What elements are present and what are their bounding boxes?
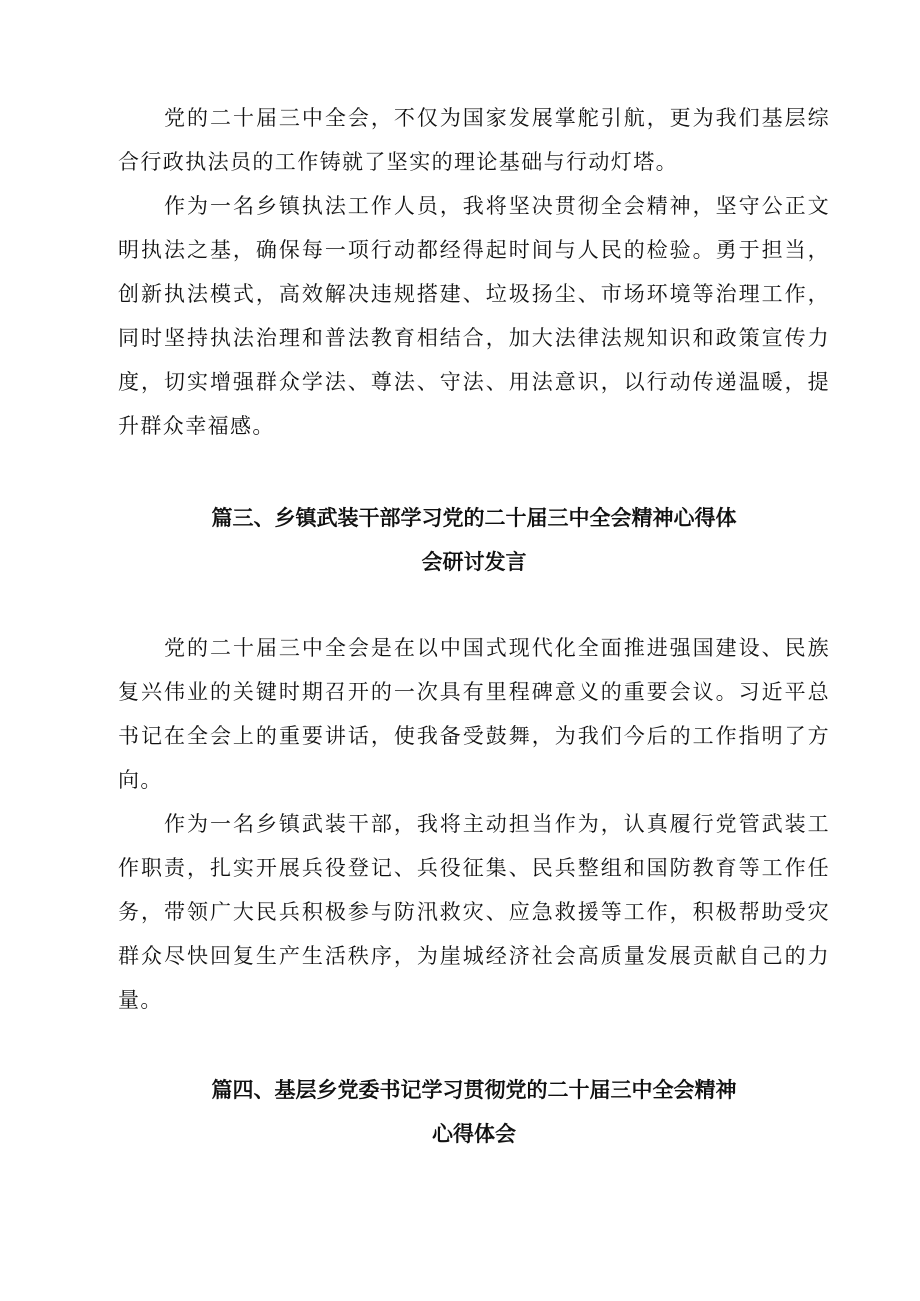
paragraph-section3-intro: 党的二十届三中全会是在以中国式现代化全面推进强国建设、民族复兴伟业的关键时期召开的一次具有里程碑意义的重要会议。习近平总书记在全会上的重要讲话，使我备受鼓舞，为我们今后的工作指明了方向。 — [118, 636, 830, 792]
section4-title-line1: 篇四、基层乡党委书记学习贯彻党的二十届三中全会精神 — [211, 1078, 737, 1102]
section3-title-line1: 篇三、乡镇武装干部学习党的二十届三中全会精神心得体 — [211, 506, 737, 530]
section4-title-line2: 心得体会 — [432, 1122, 516, 1146]
paragraph-section3-commitment: 作为一名乡镇武装干部，我将主动担当作为，认真履行党管武装工作职责，扎实开展兵役登记、兵役征集、民兵整组和国防教育等工作任务，带领广大民兵积极参与防汛救灾、应急救援等工作，积极帮助受灾群众尽快回复生产生活秩序，为崖城经济社会高质量发展贡献自己的力量。 — [118, 812, 830, 1012]
section3-title-line2: 会研讨发言 — [421, 550, 527, 574]
paragraph-section2-conclusion: 党的二十届三中全会，不仅为国家发展掌舵引航，更为我们基层综合行政执法员的工作铸就了坚实的理论基础与行动灯塔。 — [118, 106, 830, 174]
section4-title — [118, 1068, 830, 1156]
section3-title — [118, 496, 830, 584]
paragraph-section2-commitment: 作为一名乡镇执法工作人员，我将坚决贯彻全会精神，坚守公正文明执法之基，确保每一项行动都经得起时间与人民的检验。勇于担当，创新执法模式，高效解决违规搭建、垃圾扬尘、市场环境等治理工作，同时坚持执法治理和普法教育相结合，加大法律法规知识和政策宣传力度，切实增强群众学法、尊法、守法、用法意识，以行动传递温暖，提升群众幸福感。 — [118, 194, 830, 438]
